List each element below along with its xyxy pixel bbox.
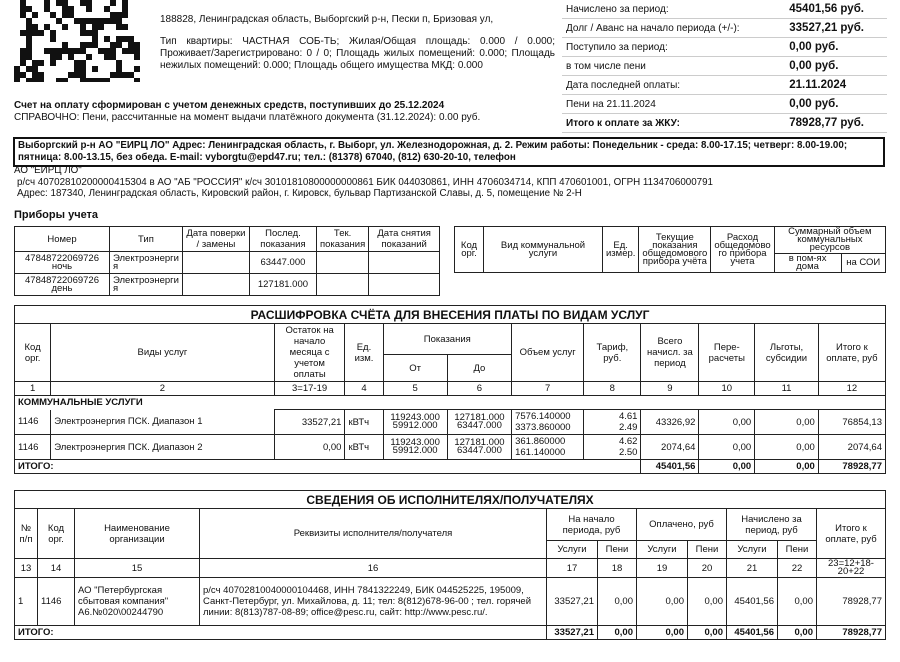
- summary-row: Поступило за период: 0,00 руб.: [562, 38, 887, 57]
- column-number: 23=12+18-20+22: [817, 559, 886, 578]
- payment-notice: Счет на оплату сформирован с учетом денежных средств, поступивших до 25.12.2024: [14, 100, 445, 111]
- summary-row: Пени на 21.11.2024 0,00 руб.: [562, 95, 887, 114]
- table-row: 47848722069726 ночь Электроэнерги я 63447.000: [15, 252, 440, 274]
- table-row: 1 1146 АО "Петербургская сбытовая компания" А6.№020\00244790 р/сч 40702810040000104468, ИНН 7841322249, БИК 044525225, 195009, Санкт-Петербург, ул. Михайлова, д. 11; тел: 8(812)678-96-00 ; тел. горячей линии: 8(813)787-08-89; office@pesc.ru, сайт: http://www.pesc.ru/. 33527,21 0,00 0,00 0,00 45401,56 0,00 78928,77: [15, 578, 886, 626]
- group-label: КОММУНАЛЬНЫЕ УСЛУГИ: [15, 396, 886, 410]
- column-number: 1: [15, 382, 51, 396]
- column-number: 3=17-19: [274, 382, 345, 396]
- summary-row: Дата последней оплаты: 21.11.2024: [562, 76, 887, 95]
- column-number: 14: [38, 559, 75, 578]
- column-number: 8: [584, 382, 641, 396]
- column-number: 19: [637, 559, 688, 578]
- providers-table: СВЕДЕНИЯ ОБ ИСПОЛНИТЕЛЯХ/ПОЛУЧАТЕЛЯХ № п/п Код орг. Наименование организации Реквизиты исполнителя/получателя На начало периода, руб Оплачено, руб Начислено за период, руб Итого к оплате, руб Услуги Пени Услуги Пени Услуги Пени 13 14 15 16 17 18 19 20 21 22 23=12+18-20+22 1 1146 АО "Петербургская сбытовая компания" А6.№020\00244790 р/сч 40702810040000104468, ИНН 7841322249, БИК 044525225, 195009, Санкт-Петербург, ул. Михайлова, д. 11; тел: 8(812)678-96-00 ; тел. горячей линии: 8(813)787-08-89; office@pesc.ru, сайт: http://www.pesc.ru/. 33527,21 0,00 0,00 0,00 45401,56 0,00 78928,77 ИТОГО: 33527,21 0,00 0,00 0,00 45401,56 0,00 78928,77: [14, 490, 886, 640]
- meters-h-taken: Дата снятия показаний: [369, 227, 440, 252]
- apartment-info: Тип квартиры: ЧАСТНАЯ СОБ-ТЬ; Жилая/Общая площадь: 0.000 / 0.000; Проживает/Зарегистрировано: 0 / 0; Площадь жилых помещений: 0.000; Площадь нежилых помещений: 0.000; Площадь общего имущества МКД: 0.000: [160, 36, 555, 71]
- column-number: 15: [75, 559, 200, 578]
- column-number: 12: [818, 382, 885, 396]
- column-number: 4: [345, 382, 383, 396]
- meters-h-date: Дата поверки / замены: [182, 227, 249, 252]
- column-number: 22: [778, 559, 817, 578]
- meters-h-type: Тип: [110, 227, 183, 252]
- column-number: 17: [547, 559, 598, 578]
- services-table: РАСШИФРОВКА СЧЁТА ДЛЯ ВНЕСЕНИЯ ПЛАТЫ ПО ВИДАМ УСЛУГ Код орг. Виды услуг Остаток на начало месяца с учетом оплаты Ед. изм. Показания Объем услуг Тариф, руб. Всего начисл. за период Пере-расчеты Льготы, субсидии Итого к оплате, руб От До 1 2 3=17-19 4 5 6 7 8 9 10 11 12 КОММУНАЛЬНЫЕ УСЛУГИ 1146 Электроэнергия ПСК. Диапазон 1 33527,21 кВТч 119243.000 59912.000 127181.000 63447.000 7576.140000 3373.860000 4.61 2.49 43326,92 0,00 0,00 76854,13 1146 Электроэнергия ПСК. Диапазон 2 0,00 кВТч 119243.000 59912.000 127181.000 63447.000 361.860000 161.140000 4.62 2.50 2074,64 0,00 0,00 2074,64 ИТОГО: 45401,56 0,00 0,00 78928,77: [14, 305, 886, 474]
- office-info: Выборгский р-н АО "ЕИРЦ ЛО" Адрес: Ленинградская область, г. Выборг, ул. Железнодорожная, д. 2. Режим работы: Понедельник - среда: 8.00-17.15; четверг: 8.00-19.00; пятница: 8.00-13.15, без обеда. E-mail: vyborgtu@epd47.ru; тел.: (81378) 67040, (812) 630-20-10, телефон: [13, 137, 885, 167]
- services-total-row: ИТОГО: 45401,56 0,00 0,00 78928,77: [15, 460, 886, 474]
- meters-table: [14, 226, 440, 296]
- column-number: 5: [383, 382, 447, 396]
- providers-total-row: ИТОГО: 33527,21 0,00 0,00 0,00 45401,56 0,00 78928,77: [15, 626, 886, 640]
- table-row: 1146 Электроэнергия ПСК. Диапазон 2 0,00 кВТч 119243.000 59912.000 127181.000 63447.000 361.860000 161.140000 4.62 2.50 2074,64 0,00 0,00 2074,64: [15, 435, 886, 460]
- column-number: 2: [51, 382, 275, 396]
- table-row: 47848722069726 день Электроэнерги я 127181.000: [15, 274, 440, 296]
- company-bank: р/сч 40702810200000415304 в АО "АБ "РОССИЯ" к/сч 30101810800000000861 БИК 044030861, ИНН 4706034714, КПП 470601001, ОГРН 1134706000791: [17, 176, 714, 188]
- meters-h-cur: Тек. показания: [316, 227, 368, 252]
- column-number: 18: [598, 559, 637, 578]
- address-line: 188828, Ленинградская область, Выборгский р-н, Пески п, Бризовая ул,: [160, 14, 494, 25]
- summary-row: Итого к оплате за ЖКУ: 78928,77 руб.: [562, 114, 887, 133]
- column-number: 10: [699, 382, 755, 396]
- peni-info: СПРАВОЧНО: Пени, рассчитанные на момент выдачи платёжного документа (31.12.2024): 0.00 руб.: [14, 112, 481, 123]
- qr-code: [14, 0, 140, 82]
- table-row: 1146 Электроэнергия ПСК. Диапазон 1 33527,21 кВТч 119243.000 59912.000 127181.000 63447.000 7576.140000 3373.860000 4.61 2.49 43326,92 0,00 0,00 76854,13: [15, 410, 886, 435]
- meters-title: Приборы учета: [14, 209, 99, 221]
- column-number: 11: [755, 382, 819, 396]
- column-number: 6: [447, 382, 511, 396]
- summary-row: в том числе пени 0,00 руб.: [562, 57, 887, 76]
- summary-table: [562, 0, 887, 133]
- column-number: 7: [512, 382, 584, 396]
- column-number: 9: [641, 382, 699, 396]
- meters-h-num: Номер: [15, 227, 110, 252]
- services-title: РАСШИФРОВКА СЧЁТА ДЛЯ ВНЕСЕНИЯ ПЛАТЫ ПО ВИДАМ УСЛУГ: [15, 306, 886, 324]
- summary-row: Начислено за период: 45401,56 руб.: [562, 0, 887, 19]
- company-name: АО "ЕИРЦ ЛО": [14, 165, 82, 176]
- odn-table: Код орг. Вид коммунальной услуги Ед. измер. Текущие показания общедомового прибора учёта Расход общедомово го прибора учета Суммарный объем коммунальных ресурсов в пом-ях дома на СОИ: [454, 226, 886, 273]
- column-number: 21: [727, 559, 778, 578]
- company-address: Адрес: 187340, Ленинградская область, Кировский район, г. Кировск, бульвар Партизанской Славы, д. 5, помещение № 2-Н: [17, 188, 582, 199]
- meters-h-last: Послед. показания: [249, 227, 316, 252]
- summary-row: Долг / Аванс на начало периода (+/-): 33527,21 руб.: [562, 19, 887, 38]
- column-number: 16: [200, 559, 547, 578]
- providers-title: СВЕДЕНИЯ ОБ ИСПОЛНИТЕЛЯХ/ПОЛУЧАТЕЛЯХ: [15, 491, 886, 509]
- column-number: 20: [688, 559, 727, 578]
- column-number: 13: [15, 559, 38, 578]
